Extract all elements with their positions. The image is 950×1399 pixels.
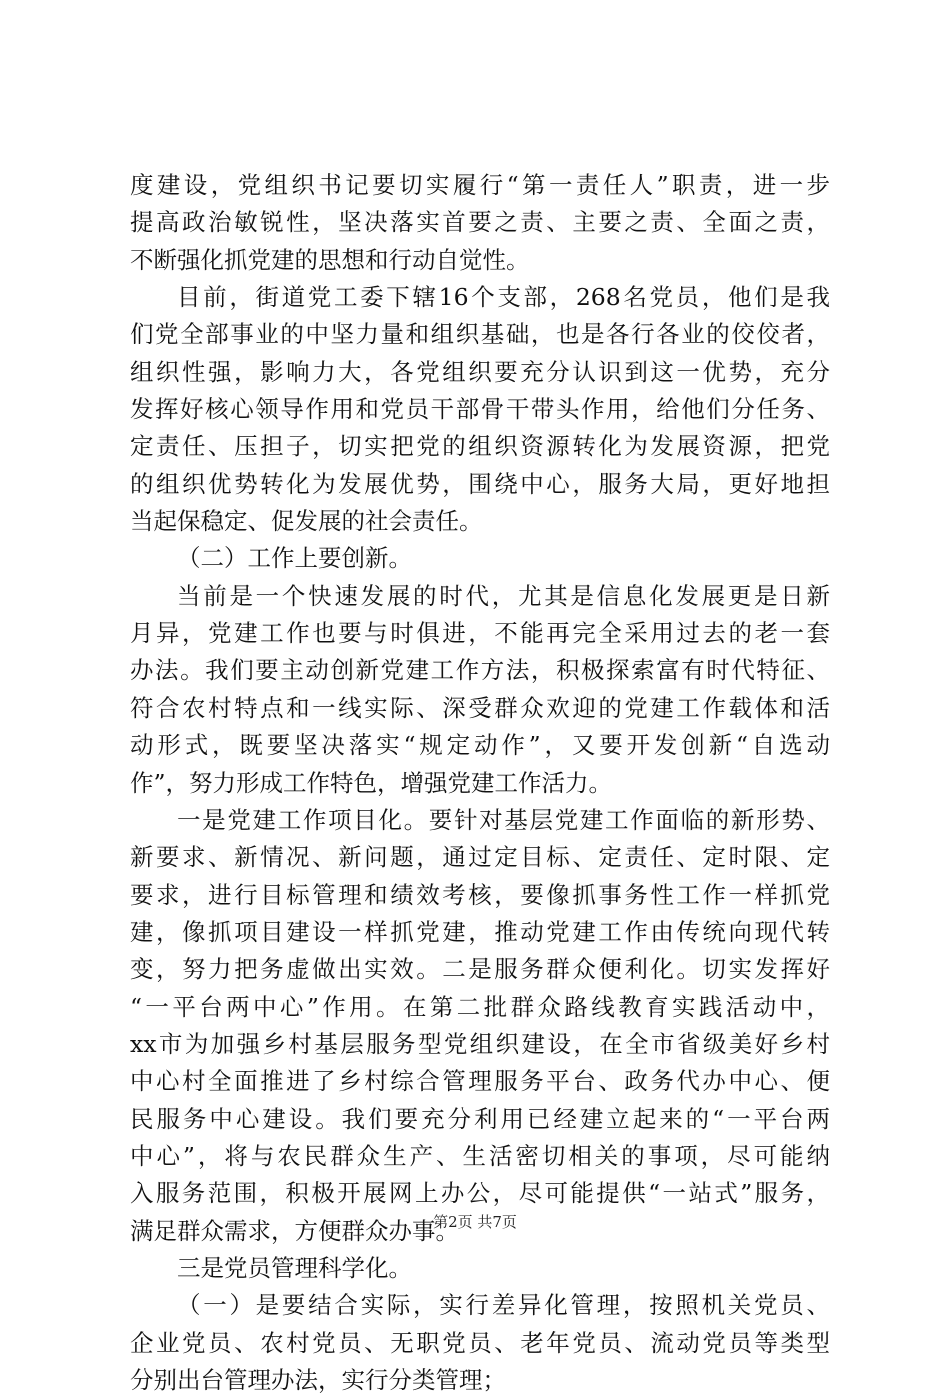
text-line: 作”，努力形成工作特色，增强党建工作活力。 — [130, 768, 613, 797]
text-line: 月异，党建工作也要与时俱进，不能再完全采用过去的老一套 — [130, 619, 830, 648]
text-line: 要求，进行目标管理和绩效考核，要像抓事务性工作一样抓党 — [130, 880, 830, 909]
text-line: 入服务范围，积极开展网上办公，尽可能提供“一站式”服务， — [130, 1179, 830, 1208]
text-line: 发挥好核心领导作用和党员干部骨干带头作用，给他们分任务、 — [130, 395, 830, 424]
text-line: 三是党员管理科学化。 — [177, 1253, 412, 1282]
text-line: 们党全部事业的中坚力量和组织基础，也是各行各业的佼佼者， — [130, 320, 830, 349]
text-line: xx市为加强乡村基层服务型党组织建设，在全市省级美好乡村 — [130, 1029, 830, 1058]
text-line: 中心村全面推进了乡村综合管理服务平台、政务代办中心、便 — [130, 1067, 830, 1096]
text-line: （二）工作上要创新。 — [177, 544, 412, 573]
text-line: 当起保稳定、促发展的社会责任。 — [130, 507, 483, 536]
page-number: 第2页 共7页 — [433, 1213, 517, 1231]
text-line: 符合农村特点和一线实际、深受群众欢迎的党建工作载体和活 — [130, 693, 830, 722]
text-line: 定责任、压担子，切实把党的组织资源转化为发展资源，把党 — [130, 432, 830, 461]
text-line: 满足群众需求，方便群众办事。 — [130, 1216, 459, 1245]
text-line: “一平台两中心”作用。在第二批群众路线教育实践活动中， — [130, 992, 830, 1021]
text-line: 变，努力把务虚做出实效。二是服务群众便利化。切实发挥好 — [130, 955, 830, 984]
text-line: 目前，街道党工委下辖16个支部，268名党员，他们是我 — [177, 283, 830, 312]
text-line: 的组织优势转化为发展优势，围绕中心，服务大局，更好地担 — [130, 469, 830, 498]
text-line: （一）是要结合实际，实行差异化管理，按照机关党员、 — [177, 1291, 830, 1320]
text-line: 度建设，党组织书记要切实履行“第一责任人”职责，进一步 — [130, 171, 830, 199]
text-line: 动形式，既要坚决落实“规定动作”，又要开发创新“自选动 — [130, 731, 830, 760]
text-line: 当前是一个快速发展的时代，尤其是信息化发展更是日新 — [177, 581, 830, 610]
text-line: 不断强化抓党建的思想和行动自觉性。 — [130, 245, 530, 274]
text-line: 建，像抓项目建设一样抓党建，推动党建工作由传统向现代转 — [130, 917, 830, 946]
text-line: 民服务中心建设。我们要充分利用已经建立起来的“一平台两 — [130, 1104, 830, 1133]
text-line: 组织性强，影响力大，各党组织要充分认识到这一优势，充分 — [130, 357, 830, 386]
text-line: 中心”，将与农民群众生产、生活密切相关的事项，尽可能纳 — [130, 1141, 830, 1170]
text-line: 办法。我们要主动创新党建工作方法，积极探索富有时代特征、 — [130, 656, 830, 685]
text-line: 企业党员、农村党员、无职党员、老年党员、流动党员等类型 — [130, 1328, 830, 1357]
text-line: 一是党建工作项目化。要针对基层党建工作面临的新形势、 — [177, 805, 830, 834]
text-line: 分别出台管理办法，实行分类管理； — [130, 1366, 506, 1394]
text-line: 提高政治敏锐性，坚决落实首要之责、主要之责、全面之责， — [130, 208, 830, 237]
text-line: 新要求、新情况、新问题，通过定目标、定责任、定时限、定 — [130, 843, 830, 872]
